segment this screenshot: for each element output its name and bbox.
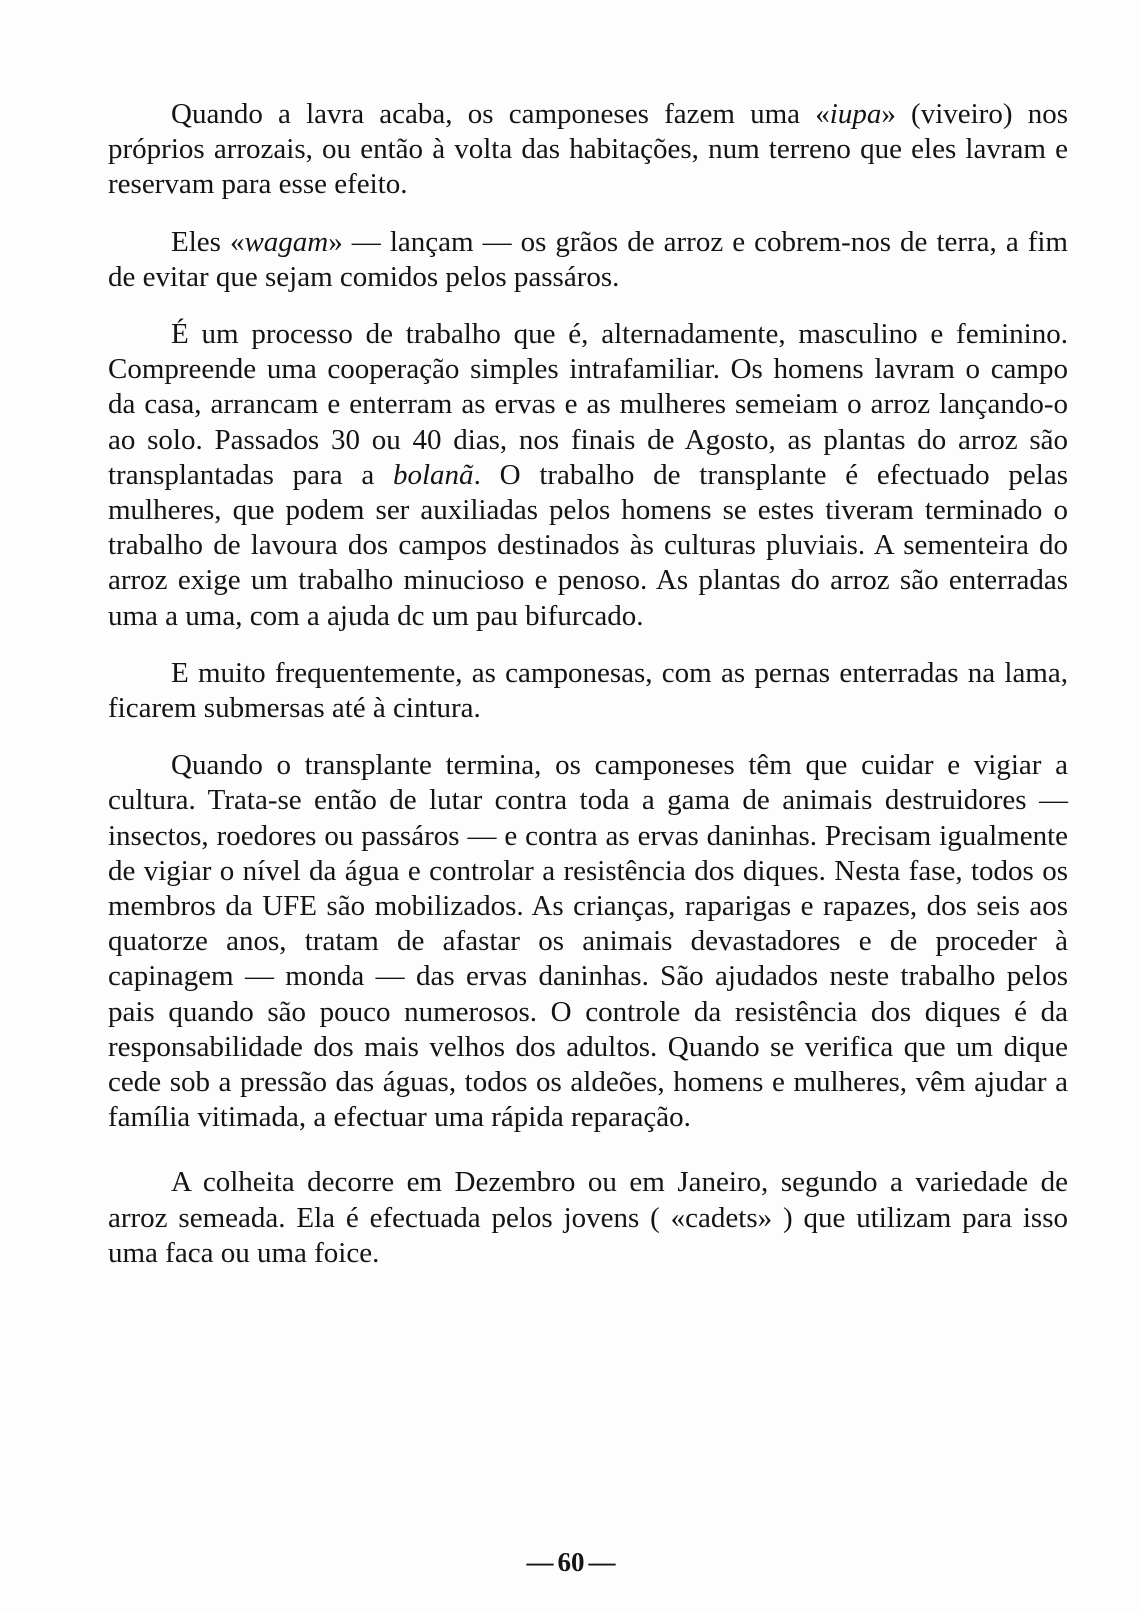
paragraph-2-text-b: » — lançam — os grãos de arroz e cobrem-nos de terra, a fim de evitar que sejam comidos pelos passáros. xyxy=(108,225,1068,293)
page-number xyxy=(0,1547,1142,1578)
term-wagam: wagam xyxy=(244,225,329,258)
term-iupa: iupa xyxy=(829,98,882,130)
paragraph-1 xyxy=(108,97,1068,203)
paragraph-2-text-a: Eles « xyxy=(171,225,245,258)
paragraph-3-text-a: É um processo de trabalho que é, alternadamente, masculino e feminino. Compreende uma cooperação simples intrafamiliar. Os homens lavram o campo da casa, arrancam e enterram as ervas e as mulheres semeiam o arroz lançando-o ao solo. Passados 30 ou 40 dias, nos finais de Agosto, as plantas do arroz são transplantadas para a xyxy=(108,318,1068,491)
paragraph-1-text-b: » (viveiro) nos próprios arrozais, ou então à volta das habitações, num terreno que eles lavram e reservam para esse efeito. xyxy=(108,98,1068,201)
body-text xyxy=(108,97,1068,1293)
term-bolana: bolanã xyxy=(393,458,474,491)
page-number-dash-left: — xyxy=(526,1547,554,1577)
paragraph-6: A colheita decorre em Dezembro ou em Janeiro, segundo a variedade de arroz semeada. Ela é efectuada pelos jovens ( «cadets» ) que utilizam para isso uma faca ou uma foice. xyxy=(108,1166,1068,1269)
paragraph-3-text-b: . O trabalho de transplante é efectuado pelas mulheres, que podem ser auxiliadas pelos homens se estes tiveram terminado o trabalho de lavoura dos campos destinados às culturas pluviais. A sementeira do arroz exige um trabalho minucioso e penoso. As plantas do arroz são enterradas uma a uma, com a ajuda dc um pau bifurcado. xyxy=(108,458,1068,632)
paragraph-4: E muito frequentemente, as camponesas, com as pernas enterradas na lama, ficarem submersas até à cintura. xyxy=(108,656,1068,725)
page-number-dash-right: — xyxy=(588,1547,616,1577)
paragraph-1-text-a: Quando a lavra acaba, os camponeses fazem uma « xyxy=(171,98,830,130)
paragraph-2 xyxy=(108,225,1068,295)
page-number-value: 60 xyxy=(557,1547,585,1577)
paragraph-3 xyxy=(108,317,1068,634)
paragraph-5: Quando o transplante termina, os camponeses têm que cuidar e vigiar a cultura. Trata-se então de lutar contra toda a gama de animais destruidores — insectos, roedores ou passáros — e contra as ervas daninhas. Precisam igualmente de vigiar o nível da água e controlar a resistência dos diques. Nesta fase, todos os membros da UFE são mobilizados. As crianças, raparigas e rapazes, dos seis aos quatorze anos, tratam de afastar os animais devastadores e de proceder à capinagem — monda — das ervas daninhas. São ajudados neste trabalho pelos pais quando são pouco numerosos. O controle da resistência dos diques é da responsabilidade dos mais velhos dos adultos. Quando se verifica que um dique cede sob a pressão das águas, todos os aldeões, homens e mulheres, vêm ajudar a família vitimada, a efectuar uma rápida reparação. xyxy=(108,749,1068,1134)
